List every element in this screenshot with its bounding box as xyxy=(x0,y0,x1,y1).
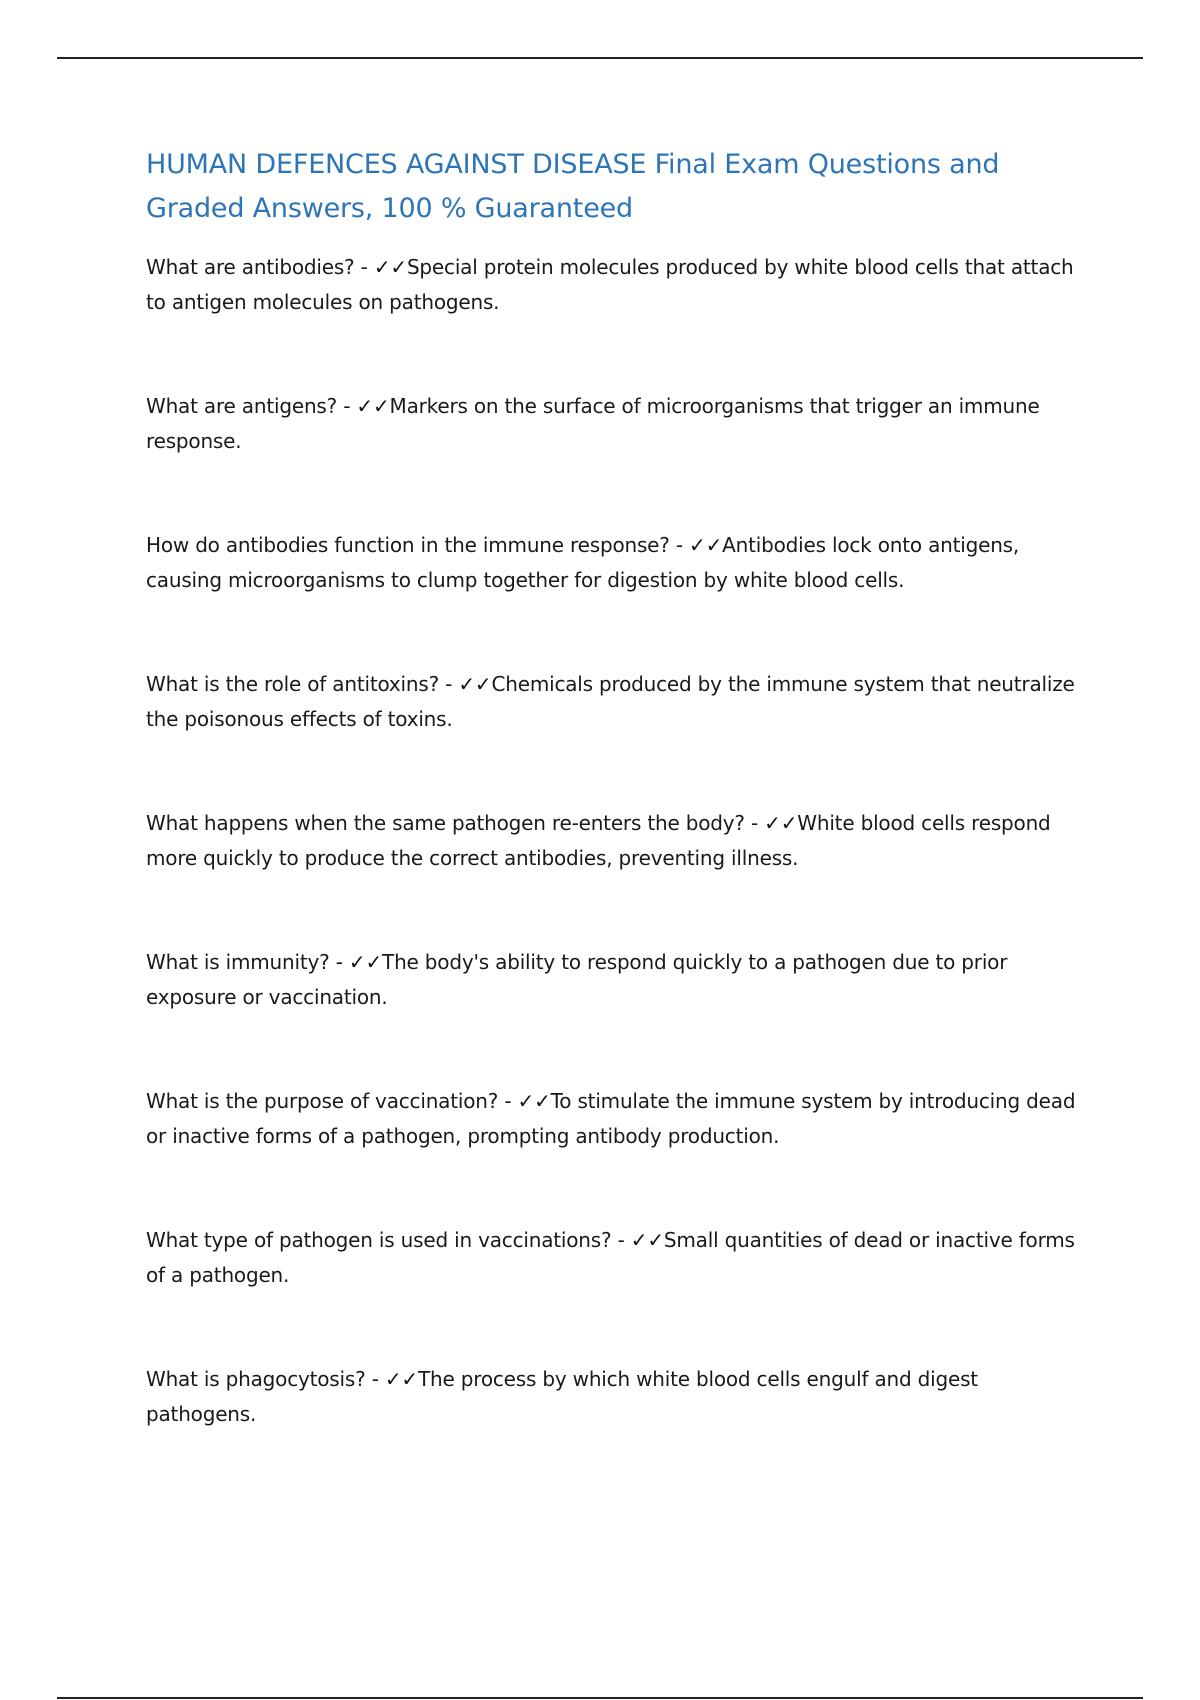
separator: - xyxy=(365,1367,385,1391)
double-check-icon: ✓✓ xyxy=(689,533,723,557)
double-check-icon: ✓✓ xyxy=(348,950,383,974)
answer-text: Markers on the surface of microorganisms that trigger an immune response. xyxy=(146,394,1040,453)
qa-item xyxy=(146,806,1076,876)
document-title: HUMAN DEFENCES AGAINST DISEASE Final Exam Questions and Graded Answers, 100 % Guaranteed xyxy=(146,149,1000,224)
answer-text: Small quantities of dead or inactive forms of a pathogen. xyxy=(146,1228,1075,1287)
double-check-icon: ✓✓ xyxy=(373,255,407,279)
double-check-icon: ✓✓ xyxy=(356,394,390,418)
answer-text: The body's ability to respond quickly to a pathogen due to prior exposure or vaccination. xyxy=(146,950,1008,1009)
separator: - xyxy=(669,533,690,557)
answer-text: Antibodies lock onto antigens, causing microorganisms to clump together for digestion by white blood cells. xyxy=(146,533,1020,592)
qa-item xyxy=(146,528,1076,598)
answer-text: The process by which white blood cells engulf and digest pathogens. xyxy=(146,1367,978,1426)
question-text: What is phagocytosis? xyxy=(146,1367,366,1391)
question-text: What is the purpose of vaccination? xyxy=(146,1089,499,1113)
double-check-icon: ✓✓ xyxy=(384,1367,418,1391)
answer-text: To stimulate the immune system by introducing dead or inactive forms of a pathogen, prompting antibody production. xyxy=(146,1089,1076,1148)
separator: - xyxy=(329,950,349,974)
separator: - xyxy=(744,811,765,835)
question-text: What type of pathogen is used in vaccinations? xyxy=(146,1228,612,1252)
double-check-icon: ✓✓ xyxy=(517,1089,551,1113)
separator: - xyxy=(611,1228,631,1252)
separator: - xyxy=(354,255,374,279)
qa-item xyxy=(146,389,1076,459)
question-text: What happens when the same pathogen re-enters the body? xyxy=(146,811,745,835)
qa-item xyxy=(146,250,1076,320)
double-check-icon: ✓✓ xyxy=(764,811,798,835)
answer-text: Special protein molecules produced by white blood cells that attach to antigen molecules on pathogens. xyxy=(146,255,1074,314)
qa-item xyxy=(146,945,1076,1015)
qa-item xyxy=(146,667,1076,737)
qa-item xyxy=(146,1362,1076,1432)
footer-rule xyxy=(57,1697,1143,1699)
qa-item xyxy=(146,1223,1076,1293)
separator: - xyxy=(498,1089,518,1113)
document-body xyxy=(146,143,1076,1432)
qa-item xyxy=(146,1084,1076,1154)
question-text: What are antigens? xyxy=(146,394,338,418)
qa-list xyxy=(146,250,1076,1432)
double-check-icon: ✓✓ xyxy=(458,672,492,696)
question-text: What is immunity? xyxy=(146,950,330,974)
double-check-icon: ✓✓ xyxy=(630,1228,664,1252)
answer-text: White blood cells respond more quickly to produce the correct antibodies, preventing illness. xyxy=(146,811,1051,870)
header-rule xyxy=(57,57,1143,59)
question-text: How do antibodies function in the immune response? xyxy=(146,533,670,557)
separator: - xyxy=(337,394,357,418)
answer-text: Chemicals produced by the immune system that neutralize the poisonous effects of toxins. xyxy=(146,672,1075,731)
separator: - xyxy=(439,672,459,696)
question-text: What are antibodies? xyxy=(146,255,355,279)
question-text: What is the role of antitoxins? xyxy=(146,672,439,696)
